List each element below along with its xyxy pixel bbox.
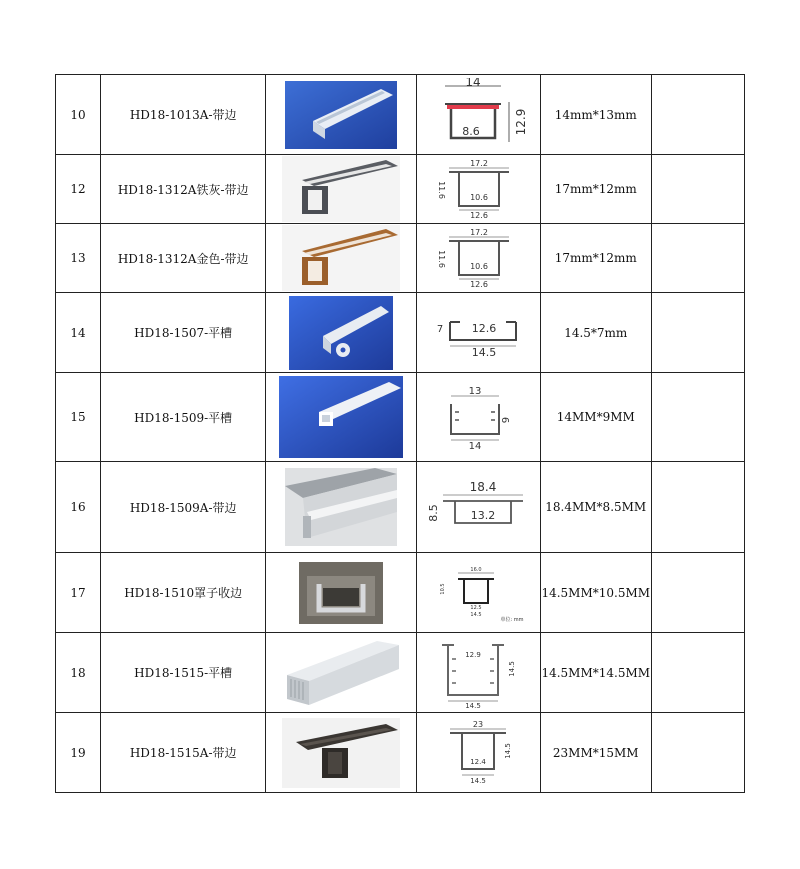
item-number: 12 <box>56 155 101 224</box>
product-photo <box>266 633 416 713</box>
svg-text:14.5: 14.5 <box>465 701 481 709</box>
profile-drawing <box>416 553 540 633</box>
size-value: 14mm*13mm <box>540 75 651 155</box>
svg-text:12.9: 12.9 <box>465 650 481 659</box>
svg-text:12.4: 12.4 <box>470 757 486 766</box>
model-name: HD18-1509-平槽 <box>101 373 266 462</box>
product-photo <box>266 293 416 373</box>
svg-text:单位: mm: 单位: mm <box>500 616 524 623</box>
size-value: 14.5*7mm <box>540 293 651 373</box>
item-number: 17 <box>56 553 101 633</box>
remark-cell <box>651 373 744 462</box>
profile-drawing <box>416 293 540 373</box>
model-name: HD18-1515-平槽 <box>101 633 266 713</box>
model-name: HD18-1312A铁灰-带边 <box>101 155 266 224</box>
product-photo <box>266 713 416 793</box>
table-row <box>56 553 745 633</box>
svg-text:11.6: 11.6 <box>437 250 447 268</box>
remark-cell <box>651 553 744 633</box>
table-row <box>56 373 745 462</box>
svg-text:7: 7 <box>436 323 444 335</box>
remark-cell <box>651 633 744 713</box>
remark-cell <box>651 462 744 553</box>
product-photo <box>266 224 416 293</box>
table-row <box>56 75 745 155</box>
table-row <box>56 224 745 293</box>
product-photo <box>266 462 416 553</box>
profile-drawing <box>416 373 540 462</box>
svg-text:12.9: 12.9 <box>514 108 529 135</box>
svg-text:14.5: 14.5 <box>470 776 486 785</box>
svg-text:12.5: 12.5 <box>470 604 482 611</box>
remark-cell <box>651 75 744 155</box>
svg-text:12.6: 12.6 <box>471 321 497 335</box>
svg-text:14: 14 <box>468 441 482 452</box>
remark-cell <box>651 155 744 224</box>
model-name: HD18-1510罩子收边 <box>101 553 266 633</box>
svg-text:12.6: 12.6 <box>470 280 488 289</box>
size-value: 14.5MM*14.5MM <box>540 633 651 713</box>
model-name: HD18-1312A金色-带边 <box>101 224 266 293</box>
svg-text:18.4: 18.4 <box>469 480 497 494</box>
size-value: 14MM*9MM <box>540 373 651 462</box>
product-photo <box>266 155 416 224</box>
svg-text:23: 23 <box>472 719 484 729</box>
svg-text:10.6: 10.6 <box>470 262 488 271</box>
model-name: HD18-1509A-带边 <box>101 462 266 553</box>
svg-text:14.5: 14.5 <box>508 660 517 677</box>
profile-drawing <box>416 633 540 713</box>
profile-drawing <box>416 713 540 793</box>
item-number: 14 <box>56 293 101 373</box>
svg-text:14.5: 14.5 <box>470 611 482 618</box>
item-number: 15 <box>56 373 101 462</box>
profile-drawing <box>416 224 540 293</box>
profile-drawing <box>416 75 540 155</box>
remark-cell <box>651 224 744 293</box>
svg-text:8.5: 8.5 <box>427 504 441 522</box>
product-photo <box>266 553 416 633</box>
svg-text:14.5: 14.5 <box>471 345 497 358</box>
item-number: 19 <box>56 713 101 793</box>
model-name: HD18-1515A-带边 <box>101 713 266 793</box>
size-value: 18.4MM*8.5MM <box>540 462 651 553</box>
size-value: 23MM*15MM <box>540 713 651 793</box>
svg-text:10.5: 10.5 <box>440 582 447 595</box>
remark-cell <box>651 293 744 373</box>
svg-text:14: 14 <box>465 77 481 89</box>
product-photo <box>266 373 416 462</box>
svg-text:8.6: 8.6 <box>462 124 480 138</box>
svg-text:10.6: 10.6 <box>470 193 488 202</box>
model-name: HD18-1507-平槽 <box>101 293 266 373</box>
remark-cell <box>651 713 744 793</box>
table-row <box>56 155 745 224</box>
table-row <box>56 633 745 713</box>
product-table <box>55 74 745 793</box>
svg-text:11.6: 11.6 <box>437 181 447 199</box>
svg-text:13.2: 13.2 <box>470 509 496 522</box>
item-number: 10 <box>56 75 101 155</box>
svg-text:14.5: 14.5 <box>504 742 513 759</box>
item-number: 16 <box>56 462 101 553</box>
svg-text:16.0: 16.0 <box>470 566 482 573</box>
table-row <box>56 713 745 793</box>
size-value: 14.5MM*10.5MM <box>540 553 651 633</box>
svg-text:17.2: 17.2 <box>470 228 488 237</box>
item-number: 13 <box>56 224 101 293</box>
svg-text:13: 13 <box>468 386 482 397</box>
item-number: 18 <box>56 633 101 713</box>
size-value: 17mm*12mm <box>540 224 651 293</box>
svg-text:9: 9 <box>501 416 513 424</box>
profile-drawing <box>416 155 540 224</box>
table-row <box>56 462 745 553</box>
size-value: 17mm*12mm <box>540 155 651 224</box>
profile-drawing <box>416 462 540 553</box>
table-row <box>56 293 745 373</box>
product-photo <box>266 75 416 155</box>
model-name: HD18-1013A-带边 <box>101 75 266 155</box>
svg-text:12.6: 12.6 <box>470 211 488 220</box>
svg-text:17.2: 17.2 <box>470 159 488 168</box>
